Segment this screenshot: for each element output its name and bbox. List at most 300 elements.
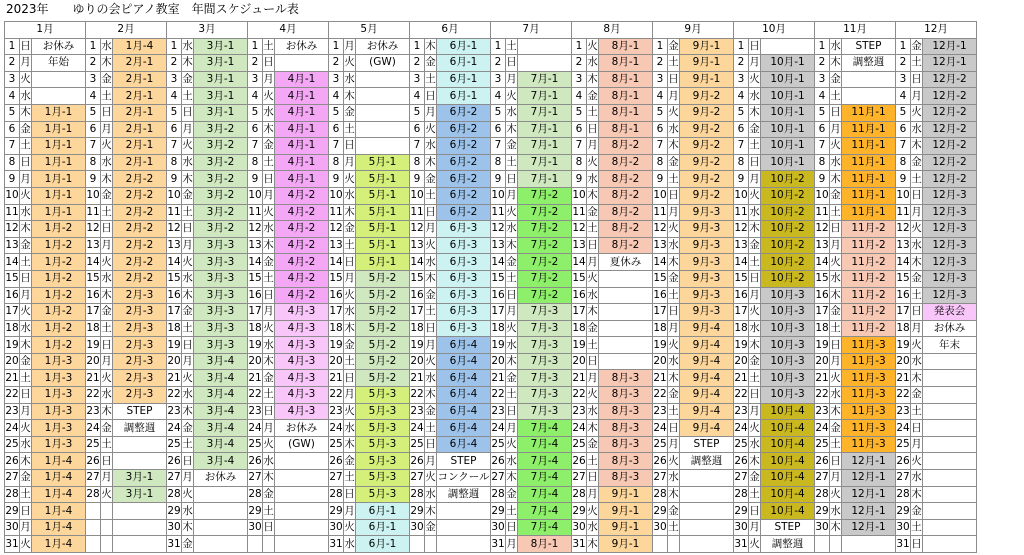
day-cell[interactable]: 15 bbox=[410, 270, 425, 287]
weekday-cell[interactable]: 木 bbox=[20, 221, 32, 238]
schedule-cell[interactable]: 8月-3 bbox=[599, 420, 653, 437]
weekday-cell[interactable]: 水 bbox=[182, 387, 194, 404]
weekday-cell[interactable]: 金 bbox=[20, 237, 32, 254]
day-cell[interactable]: 18 bbox=[86, 320, 101, 337]
day-cell[interactable]: 9 bbox=[329, 171, 344, 188]
schedule-cell[interactable]: 9月-1 bbox=[599, 503, 653, 520]
day-cell[interactable]: 19 bbox=[815, 337, 830, 354]
weekday-cell[interactable]: 火 bbox=[425, 237, 437, 254]
schedule-cell[interactable]: 3月-4 bbox=[194, 420, 248, 437]
weekday-cell[interactable]: 木 bbox=[587, 304, 599, 321]
schedule-cell[interactable]: 11月-2 bbox=[842, 254, 896, 271]
weekday-cell[interactable]: 水 bbox=[668, 353, 680, 370]
weekday-cell[interactable]: 木 bbox=[344, 88, 356, 105]
schedule-cell[interactable]: 9月-2 bbox=[680, 138, 734, 155]
weekday-cell[interactable]: 日 bbox=[587, 353, 599, 370]
weekday-cell[interactable]: 月 bbox=[587, 254, 599, 271]
weekday-cell[interactable]: 金 bbox=[263, 370, 275, 387]
day-cell[interactable]: 11 bbox=[329, 204, 344, 221]
weekday-cell[interactable]: 火 bbox=[830, 138, 842, 155]
day-cell[interactable]: 16 bbox=[410, 287, 425, 304]
weekday-cell[interactable]: 土 bbox=[20, 486, 32, 503]
day-cell[interactable]: 23 bbox=[491, 403, 506, 420]
weekday-cell[interactable]: 日 bbox=[749, 154, 761, 171]
schedule-cell[interactable] bbox=[923, 387, 977, 404]
weekday-cell[interactable]: 土 bbox=[182, 320, 194, 337]
schedule-cell[interactable]: 7月-4 bbox=[518, 519, 572, 536]
schedule-cell[interactable]: 調整週 bbox=[842, 55, 896, 72]
schedule-cell[interactable] bbox=[275, 453, 329, 470]
day-cell[interactable]: 28 bbox=[734, 486, 749, 503]
weekday-cell[interactable]: 月 bbox=[587, 486, 599, 503]
schedule-cell[interactable]: 7月-3 bbox=[518, 353, 572, 370]
schedule-cell[interactable]: 1月-3 bbox=[32, 420, 86, 437]
schedule-cell[interactable] bbox=[113, 536, 167, 553]
weekday-cell[interactable]: 土 bbox=[749, 254, 761, 271]
schedule-cell[interactable]: 7月-3 bbox=[518, 403, 572, 420]
day-cell[interactable]: 19 bbox=[410, 337, 425, 354]
weekday-cell[interactable]: 土 bbox=[749, 370, 761, 387]
schedule-cell[interactable]: 5月-3 bbox=[356, 470, 410, 487]
schedule-cell[interactable]: 2月-2 bbox=[113, 270, 167, 287]
schedule-cell[interactable] bbox=[923, 353, 977, 370]
schedule-cell[interactable]: 10月-3 bbox=[761, 337, 815, 354]
weekday-cell[interactable]: 金 bbox=[830, 71, 842, 88]
day-cell[interactable]: 29 bbox=[329, 503, 344, 520]
weekday-cell[interactable]: 土 bbox=[425, 304, 437, 321]
weekday-cell[interactable]: 月 bbox=[263, 71, 275, 88]
schedule-cell[interactable]: 3月-4 bbox=[194, 453, 248, 470]
weekday-cell[interactable]: 土 bbox=[830, 88, 842, 105]
weekday-cell[interactable]: 火 bbox=[425, 121, 437, 138]
day-cell[interactable]: 24 bbox=[248, 420, 263, 437]
weekday-cell[interactable]: 木 bbox=[182, 55, 194, 72]
schedule-cell[interactable] bbox=[923, 536, 977, 553]
schedule-cell[interactable]: 11月-2 bbox=[842, 237, 896, 254]
schedule-cell[interactable]: 7月-4 bbox=[518, 503, 572, 520]
day-cell[interactable]: 24 bbox=[167, 420, 182, 437]
schedule-cell[interactable]: 5月-2 bbox=[356, 287, 410, 304]
weekday-cell[interactable]: 日 bbox=[830, 221, 842, 238]
schedule-cell[interactable]: 7月-3 bbox=[518, 337, 572, 354]
day-cell[interactable]: 14 bbox=[5, 254, 20, 271]
schedule-cell[interactable]: STEP bbox=[680, 436, 734, 453]
day-cell[interactable]: 23 bbox=[410, 403, 425, 420]
weekday-cell[interactable]: 火 bbox=[344, 171, 356, 188]
schedule-cell[interactable]: 10月-2 bbox=[761, 171, 815, 188]
weekday-cell[interactable]: 月 bbox=[506, 187, 518, 204]
weekday-cell[interactable]: 月 bbox=[830, 121, 842, 138]
schedule-cell[interactable]: 3月-3 bbox=[194, 237, 248, 254]
schedule-cell[interactable]: 3月-2 bbox=[194, 121, 248, 138]
schedule-cell[interactable]: 1月-3 bbox=[32, 353, 86, 370]
schedule-cell[interactable]: 6月-2 bbox=[437, 121, 491, 138]
schedule-cell[interactable] bbox=[842, 536, 896, 553]
schedule-cell[interactable] bbox=[275, 503, 329, 520]
weekday-cell[interactable]: 水 bbox=[506, 221, 518, 238]
day-cell[interactable]: 9 bbox=[410, 171, 425, 188]
schedule-cell[interactable]: 6月-1 bbox=[437, 55, 491, 72]
day-cell[interactable]: 16 bbox=[491, 287, 506, 304]
weekday-cell[interactable]: 木 bbox=[911, 138, 923, 155]
schedule-cell[interactable]: 11月-3 bbox=[842, 420, 896, 437]
day-cell[interactable]: 9 bbox=[248, 171, 263, 188]
day-cell[interactable]: 24 bbox=[815, 420, 830, 437]
schedule-cell[interactable]: 10月-3 bbox=[761, 287, 815, 304]
weekday-cell[interactable]: 金 bbox=[749, 353, 761, 370]
schedule-cell[interactable]: 8月-2 bbox=[599, 204, 653, 221]
day-cell[interactable]: 11 bbox=[653, 204, 668, 221]
day-cell[interactable]: 19 bbox=[572, 337, 587, 354]
schedule-cell[interactable]: 6月-2 bbox=[437, 138, 491, 155]
day-cell[interactable]: 23 bbox=[5, 403, 20, 420]
schedule-cell[interactable]: 4月-1 bbox=[275, 71, 329, 88]
schedule-cell[interactable]: 6月-1 bbox=[356, 503, 410, 520]
schedule-cell[interactable]: 6月-3 bbox=[437, 287, 491, 304]
weekday-cell[interactable]: 金 bbox=[911, 154, 923, 171]
day-cell[interactable]: 17 bbox=[410, 304, 425, 321]
weekday-cell[interactable]: 火 bbox=[101, 486, 113, 503]
day-cell[interactable]: 19 bbox=[491, 337, 506, 354]
weekday-cell[interactable]: 月 bbox=[20, 403, 32, 420]
day-cell[interactable]: 3 bbox=[491, 71, 506, 88]
weekday-cell[interactable]: 月 bbox=[911, 204, 923, 221]
weekday-cell[interactable]: 月 bbox=[911, 436, 923, 453]
weekday-cell[interactable]: 火 bbox=[20, 71, 32, 88]
day-cell[interactable]: 15 bbox=[896, 270, 911, 287]
schedule-cell[interactable]: 3月-3 bbox=[194, 320, 248, 337]
weekday-cell[interactable]: 火 bbox=[830, 370, 842, 387]
weekday-cell[interactable]: 土 bbox=[587, 221, 599, 238]
weekday-cell[interactable]: 土 bbox=[911, 519, 923, 536]
schedule-cell[interactable]: 7月-2 bbox=[518, 270, 572, 287]
day-cell[interactable]: 6 bbox=[572, 121, 587, 138]
day-cell[interactable]: 10 bbox=[5, 187, 20, 204]
day-cell[interactable]: 28 bbox=[815, 486, 830, 503]
weekday-cell[interactable]: 土 bbox=[668, 287, 680, 304]
schedule-cell[interactable]: 6月-1 bbox=[437, 38, 491, 55]
schedule-cell[interactable]: 12月-1 bbox=[842, 486, 896, 503]
schedule-cell[interactable]: 6月-2 bbox=[437, 104, 491, 121]
schedule-cell[interactable]: 2月-3 bbox=[113, 320, 167, 337]
weekday-cell[interactable]: 金 bbox=[182, 420, 194, 437]
schedule-cell[interactable]: 9月-4 bbox=[680, 353, 734, 370]
day-cell[interactable]: 22 bbox=[491, 387, 506, 404]
day-cell[interactable]: 20 bbox=[329, 353, 344, 370]
schedule-cell[interactable]: (GW) bbox=[275, 436, 329, 453]
schedule-cell[interactable]: 4月-3 bbox=[275, 387, 329, 404]
weekday-cell[interactable]: 木 bbox=[830, 171, 842, 188]
day-cell[interactable]: 12 bbox=[734, 221, 749, 238]
day-cell[interactable]: 1 bbox=[572, 38, 587, 55]
weekday-cell[interactable]: 木 bbox=[20, 337, 32, 354]
day-cell[interactable]: 30 bbox=[653, 519, 668, 536]
day-cell[interactable]: 11 bbox=[86, 204, 101, 221]
day-cell[interactable]: 10 bbox=[653, 187, 668, 204]
schedule-cell[interactable]: お休み bbox=[275, 420, 329, 437]
weekday-cell[interactable]: 火 bbox=[587, 387, 599, 404]
day-cell[interactable]: 23 bbox=[815, 403, 830, 420]
weekday-cell[interactable]: 水 bbox=[425, 254, 437, 271]
schedule-cell[interactable]: 8月-2 bbox=[599, 171, 653, 188]
schedule-cell[interactable]: 8月-1 bbox=[518, 536, 572, 553]
schedule-cell[interactable]: 12月-2 bbox=[923, 138, 977, 155]
schedule-cell[interactable]: 3月-4 bbox=[194, 353, 248, 370]
weekday-cell[interactable]: 水 bbox=[425, 138, 437, 155]
day-cell[interactable]: 4 bbox=[491, 88, 506, 105]
weekday-cell[interactable]: 火 bbox=[506, 436, 518, 453]
day-cell[interactable]: 30 bbox=[734, 519, 749, 536]
schedule-cell[interactable]: STEP bbox=[437, 453, 491, 470]
weekday-cell[interactable]: 水 bbox=[101, 38, 113, 55]
day-cell[interactable]: 31 bbox=[491, 536, 506, 553]
schedule-cell[interactable]: 6月-2 bbox=[437, 204, 491, 221]
schedule-cell[interactable]: 4月-2 bbox=[275, 287, 329, 304]
schedule-cell[interactable]: 7月-4 bbox=[518, 486, 572, 503]
weekday-cell[interactable]: 水 bbox=[830, 154, 842, 171]
day-cell[interactable]: 10 bbox=[329, 187, 344, 204]
day-cell[interactable]: 3 bbox=[5, 71, 20, 88]
weekday-cell[interactable]: 木 bbox=[668, 138, 680, 155]
schedule-cell[interactable] bbox=[275, 519, 329, 536]
weekday-cell[interactable]: 火 bbox=[749, 71, 761, 88]
weekday-cell[interactable]: 火 bbox=[425, 353, 437, 370]
weekday-cell[interactable]: 水 bbox=[830, 270, 842, 287]
weekday-cell[interactable]: 土 bbox=[425, 71, 437, 88]
weekday-cell[interactable]: 月 bbox=[830, 237, 842, 254]
day-cell[interactable]: 7 bbox=[86, 138, 101, 155]
weekday-cell[interactable]: 火 bbox=[749, 420, 761, 437]
weekday-cell[interactable]: 土 bbox=[344, 237, 356, 254]
day-cell[interactable]: 21 bbox=[329, 370, 344, 387]
weekday-cell[interactable]: 水 bbox=[263, 104, 275, 121]
weekday-cell[interactable]: 土 bbox=[101, 436, 113, 453]
schedule-cell[interactable] bbox=[923, 519, 977, 536]
weekday-cell[interactable]: 木 bbox=[101, 287, 113, 304]
weekday-cell[interactable]: 金 bbox=[101, 304, 113, 321]
weekday-cell[interactable]: 日 bbox=[830, 337, 842, 354]
schedule-cell[interactable] bbox=[32, 71, 86, 88]
day-cell[interactable]: 12 bbox=[248, 221, 263, 238]
weekday-cell[interactable]: 火 bbox=[587, 38, 599, 55]
schedule-cell[interactable]: 9月-2 bbox=[680, 187, 734, 204]
weekday-cell[interactable]: 月 bbox=[749, 171, 761, 188]
weekday-cell[interactable]: 金 bbox=[911, 270, 923, 287]
schedule-cell[interactable]: 10月-3 bbox=[761, 304, 815, 321]
schedule-cell[interactable]: 12月-3 bbox=[923, 221, 977, 238]
weekday-cell[interactable]: 木 bbox=[20, 104, 32, 121]
weekday-cell[interactable]: 土 bbox=[506, 270, 518, 287]
day-cell[interactable]: 17 bbox=[653, 304, 668, 321]
schedule-cell[interactable]: 4月-1 bbox=[275, 104, 329, 121]
day-cell[interactable]: 16 bbox=[5, 287, 20, 304]
weekday-cell[interactable]: 水 bbox=[587, 171, 599, 188]
schedule-cell[interactable]: 11月-1 bbox=[842, 187, 896, 204]
schedule-cell[interactable]: 5月-3 bbox=[356, 420, 410, 437]
weekday-cell[interactable]: 土 bbox=[182, 88, 194, 105]
weekday-cell[interactable]: 火 bbox=[182, 486, 194, 503]
schedule-cell[interactable]: 6月-3 bbox=[437, 304, 491, 321]
day-cell[interactable]: 21 bbox=[5, 370, 20, 387]
day-cell[interactable]: 11 bbox=[5, 204, 20, 221]
day-cell[interactable]: 28 bbox=[572, 486, 587, 503]
schedule-cell[interactable]: 7月-4 bbox=[518, 420, 572, 437]
day-cell[interactable]: 2 bbox=[248, 55, 263, 72]
day-cell[interactable]: 13 bbox=[572, 237, 587, 254]
day-cell[interactable]: 25 bbox=[572, 436, 587, 453]
day-cell[interactable]: 27 bbox=[491, 470, 506, 487]
schedule-cell[interactable]: 6月-3 bbox=[437, 221, 491, 238]
weekday-cell[interactable]: 木 bbox=[668, 486, 680, 503]
day-cell[interactable]: 4 bbox=[329, 88, 344, 105]
weekday-cell[interactable]: 月 bbox=[101, 121, 113, 138]
weekday-cell[interactable]: 金 bbox=[425, 519, 437, 536]
schedule-cell[interactable]: 6月-4 bbox=[437, 436, 491, 453]
schedule-cell[interactable]: 5月-2 bbox=[356, 320, 410, 337]
weekday-cell[interactable]: 木 bbox=[344, 436, 356, 453]
schedule-cell[interactable] bbox=[437, 503, 491, 520]
schedule-cell[interactable]: 10月-4 bbox=[761, 436, 815, 453]
day-cell[interactable]: 25 bbox=[5, 436, 20, 453]
weekday-cell[interactable]: 金 bbox=[425, 55, 437, 72]
weekday-cell[interactable]: 水 bbox=[101, 154, 113, 171]
schedule-cell[interactable] bbox=[275, 55, 329, 72]
day-cell[interactable]: 31 bbox=[734, 536, 749, 553]
weekday-cell[interactable]: 土 bbox=[911, 287, 923, 304]
schedule-cell[interactable]: 3月-1 bbox=[194, 71, 248, 88]
schedule-cell[interactable] bbox=[194, 486, 248, 503]
schedule-cell[interactable]: 3月-3 bbox=[194, 270, 248, 287]
schedule-cell[interactable]: 6月-1 bbox=[356, 536, 410, 553]
day-cell[interactable]: 14 bbox=[410, 254, 425, 271]
schedule-cell[interactable] bbox=[32, 88, 86, 105]
schedule-cell[interactable]: 1月-3 bbox=[32, 403, 86, 420]
schedule-cell[interactable]: 5月-2 bbox=[356, 370, 410, 387]
schedule-cell[interactable] bbox=[356, 121, 410, 138]
weekday-cell[interactable] bbox=[668, 536, 680, 553]
schedule-cell[interactable]: 4月-1 bbox=[275, 121, 329, 138]
day-cell[interactable]: 14 bbox=[734, 254, 749, 271]
weekday-cell[interactable]: 木 bbox=[182, 403, 194, 420]
schedule-cell[interactable]: 10月-3 bbox=[761, 320, 815, 337]
day-cell[interactable]: 17 bbox=[86, 304, 101, 321]
weekday-cell[interactable]: 月 bbox=[20, 519, 32, 536]
schedule-cell[interactable]: 1月-2 bbox=[32, 304, 86, 321]
schedule-cell[interactable]: 9月-3 bbox=[680, 254, 734, 271]
schedule-cell[interactable]: 9月-4 bbox=[680, 320, 734, 337]
day-cell[interactable]: 6 bbox=[491, 121, 506, 138]
weekday-cell[interactable]: 火 bbox=[182, 370, 194, 387]
day-cell[interactable]: 22 bbox=[815, 387, 830, 404]
schedule-cell[interactable]: 11月-1 bbox=[842, 171, 896, 188]
day-cell[interactable]: 9 bbox=[815, 171, 830, 188]
day-cell[interactable]: 22 bbox=[572, 387, 587, 404]
day-cell[interactable]: 23 bbox=[167, 403, 182, 420]
schedule-cell[interactable]: 2月-3 bbox=[113, 287, 167, 304]
weekday-cell[interactable]: 金 bbox=[587, 320, 599, 337]
schedule-cell[interactable]: 3月-2 bbox=[194, 221, 248, 238]
weekday-cell[interactable]: 木 bbox=[911, 254, 923, 271]
weekday-cell[interactable]: 金 bbox=[182, 536, 194, 553]
schedule-cell[interactable]: 12月-3 bbox=[923, 287, 977, 304]
day-cell[interactable]: 10 bbox=[815, 187, 830, 204]
day-cell[interactable]: 26 bbox=[167, 453, 182, 470]
weekday-cell[interactable]: 土 bbox=[344, 353, 356, 370]
day-cell[interactable]: 6 bbox=[248, 121, 263, 138]
weekday-cell[interactable]: 金 bbox=[182, 71, 194, 88]
schedule-cell[interactable]: 10月-1 bbox=[761, 104, 815, 121]
weekday-cell[interactable]: 火 bbox=[668, 221, 680, 238]
weekday-cell[interactable]: 金 bbox=[506, 138, 518, 155]
schedule-cell[interactable]: 3月-4 bbox=[194, 436, 248, 453]
weekday-cell[interactable]: 月 bbox=[668, 204, 680, 221]
schedule-cell[interactable]: 2月-2 bbox=[113, 254, 167, 271]
weekday-cell[interactable]: 木 bbox=[182, 519, 194, 536]
weekday-cell[interactable]: 水 bbox=[911, 121, 923, 138]
day-cell[interactable]: 20 bbox=[167, 353, 182, 370]
schedule-cell[interactable]: 11月-1 bbox=[842, 138, 896, 155]
day-cell[interactable]: 25 bbox=[248, 436, 263, 453]
day-cell[interactable]: 14 bbox=[896, 254, 911, 271]
day-cell[interactable]: 16 bbox=[329, 287, 344, 304]
schedule-cell[interactable]: 9月-4 bbox=[680, 337, 734, 354]
weekday-cell[interactable]: 火 bbox=[20, 304, 32, 321]
day-cell[interactable]: 26 bbox=[653, 453, 668, 470]
weekday-cell[interactable]: 土 bbox=[749, 138, 761, 155]
day-cell[interactable]: 17 bbox=[5, 304, 20, 321]
weekday-cell[interactable]: 日 bbox=[506, 171, 518, 188]
day-cell[interactable]: 5 bbox=[248, 104, 263, 121]
schedule-cell[interactable]: 1月-1 bbox=[32, 138, 86, 155]
schedule-cell[interactable]: 年末 bbox=[923, 337, 977, 354]
day-cell[interactable]: 3 bbox=[815, 71, 830, 88]
day-cell[interactable]: 7 bbox=[329, 138, 344, 155]
day-cell[interactable]: 6 bbox=[86, 121, 101, 138]
weekday-cell[interactable]: 日 bbox=[101, 221, 113, 238]
weekday-cell[interactable]: 月 bbox=[344, 270, 356, 287]
day-cell[interactable]: 29 bbox=[167, 503, 182, 520]
weekday-cell[interactable]: 木 bbox=[587, 71, 599, 88]
weekday-cell[interactable]: 日 bbox=[263, 519, 275, 536]
day-cell[interactable]: 30 bbox=[815, 519, 830, 536]
day-cell[interactable]: 10 bbox=[572, 187, 587, 204]
day-cell[interactable]: 17 bbox=[815, 304, 830, 321]
day-cell[interactable]: 22 bbox=[329, 387, 344, 404]
weekday-cell[interactable]: 日 bbox=[425, 88, 437, 105]
day-cell[interactable]: 19 bbox=[896, 337, 911, 354]
schedule-cell[interactable]: 3月-3 bbox=[194, 337, 248, 354]
day-cell[interactable]: 20 bbox=[653, 353, 668, 370]
schedule-cell[interactable] bbox=[356, 138, 410, 155]
weekday-cell[interactable]: 木 bbox=[425, 387, 437, 404]
weekday-cell[interactable]: 土 bbox=[830, 204, 842, 221]
day-cell[interactable]: 25 bbox=[86, 436, 101, 453]
schedule-cell[interactable]: 5月-1 bbox=[356, 171, 410, 188]
day-cell[interactable]: 7 bbox=[5, 138, 20, 155]
schedule-cell[interactable]: 4月-3 bbox=[275, 337, 329, 354]
schedule-cell[interactable] bbox=[194, 536, 248, 553]
schedule-cell[interactable] bbox=[518, 55, 572, 72]
weekday-cell[interactable]: 日 bbox=[911, 536, 923, 553]
weekday-cell[interactable]: 火 bbox=[911, 221, 923, 238]
weekday-cell[interactable]: 日 bbox=[20, 38, 32, 55]
schedule-cell[interactable]: 10月-3 bbox=[761, 370, 815, 387]
schedule-cell[interactable]: 2月-1 bbox=[113, 121, 167, 138]
day-cell[interactable]: 21 bbox=[896, 370, 911, 387]
schedule-cell[interactable]: 6月-4 bbox=[437, 337, 491, 354]
day-cell[interactable]: 16 bbox=[572, 287, 587, 304]
weekday-cell[interactable]: 日 bbox=[182, 221, 194, 238]
